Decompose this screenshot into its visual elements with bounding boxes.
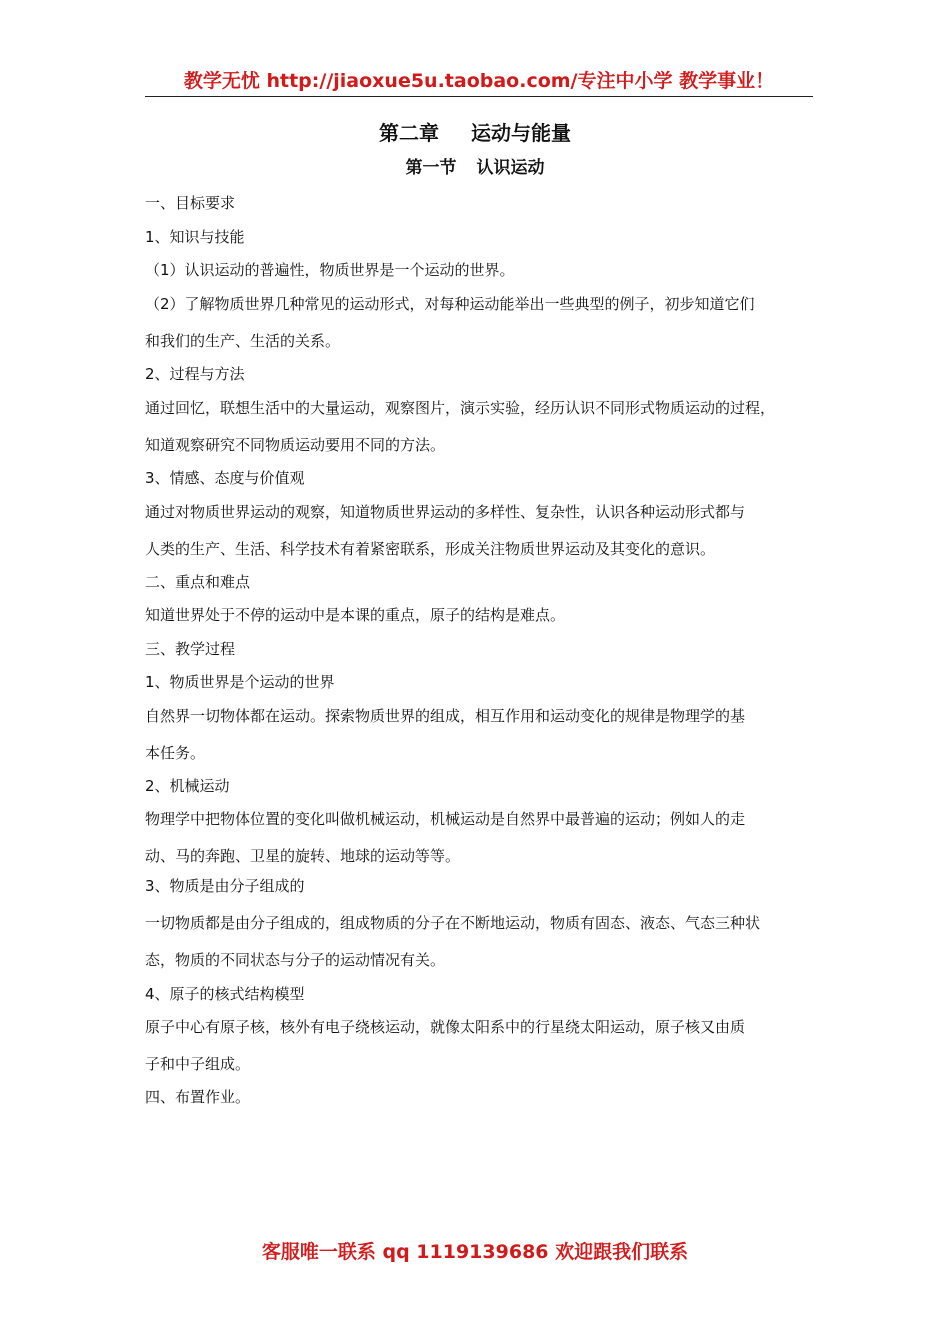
paragraph-line: 通过回忆，联想生活中的大量运动，观察图片，演示实验，经历认识不同形式物质运动的过程， [145, 399, 776, 417]
paragraph-line: 一切物质都是由分子组成的，组成物质的分子在不断地运动，物质有固态、液态、气态三种状 [145, 914, 761, 932]
heading-key-points: 二、重点和难点 [145, 573, 251, 591]
paragraph-line: （1）认识运动的普遍性，物质世界是一个运动的世界。 [145, 261, 515, 279]
subheading-atomic-model: 4、原子的核式结构模型 [145, 985, 305, 1003]
paragraph-line: 物理学中把物体位置的变化叫做机械运动，机械运动是自然界中最普遍的运动；例如人的走 [145, 810, 746, 828]
heading-objectives: 一、目标要求 [145, 194, 236, 212]
subheading-molecules: 3、物质是由分子组成的 [145, 877, 305, 895]
subheading-knowledge-skills: 1、知识与技能 [145, 228, 245, 246]
header-banner: 教学无忧 http://jiaoxue5u.taobao.com/专注中小学 教学事业！ [183, 70, 775, 92]
paragraph-line: 动、马的奔跑、卫星的旋转、地球的运动等等。 [145, 847, 461, 865]
subheading-mechanical-motion: 2、机械运动 [145, 777, 230, 795]
paragraph-line: 态，物质的不同状态与分子的运动情况有关。 [145, 951, 446, 969]
paragraph-line: 知道观察研究不同物质运动要用不同的方法。 [145, 436, 446, 454]
footer-contact: 客服唯一联系 qq 1119139686 欢迎跟我们联系 [261, 1241, 689, 1263]
paragraph-line: 本任务。 [145, 744, 206, 762]
subheading-moving-world: 1、物质世界是个运动的世界 [145, 673, 335, 691]
chapter-number: 第二章 [379, 121, 439, 145]
paragraph-line: 和我们的生产、生活的关系。 [145, 332, 341, 350]
chapter-title [0, 119, 950, 147]
paragraph-line: 通过对物质世界运动的观察，知道物质世界运动的多样性、复杂性，认识各种运动形式都与 [145, 503, 746, 521]
heading-homework: 四、布置作业。 [145, 1088, 251, 1106]
paragraph-line: 自然界一切物体都在运动。探索物质世界的组成，相互作用和运动变化的规律是物理学的基 [145, 707, 746, 725]
subheading-process-method: 2、过程与方法 [145, 365, 245, 383]
heading-teaching-process: 三、教学过程 [145, 640, 236, 658]
section-number: 第一节 [405, 158, 457, 178]
section-title [0, 156, 950, 180]
paragraph-line: 知道世界处于不停的运动中是本课的重点，原子的结构是难点。 [145, 606, 566, 624]
section-name: 认识运动 [476, 158, 545, 178]
paragraph-line: 子和中子组成。 [145, 1055, 251, 1073]
subheading-emotion-values: 3、情感、态度与价值观 [145, 469, 305, 487]
header-divider [145, 96, 813, 97]
paragraph-line: 人类的生产、生活、科学技术有着紧密联系，形成关注物质世界运动及其变化的意识。 [145, 540, 716, 558]
paragraph-line: 原子中心有原子核，核外有电子绕核运动，就像太阳系中的行星绕太阳运动，原子核又由质 [145, 1018, 746, 1036]
chapter-name: 运动与能量 [471, 121, 571, 145]
paragraph-line: （2）了解物质世界几种常见的运动形式，对每种运动能举出一些典型的例子，初步知道它们 [145, 295, 755, 313]
